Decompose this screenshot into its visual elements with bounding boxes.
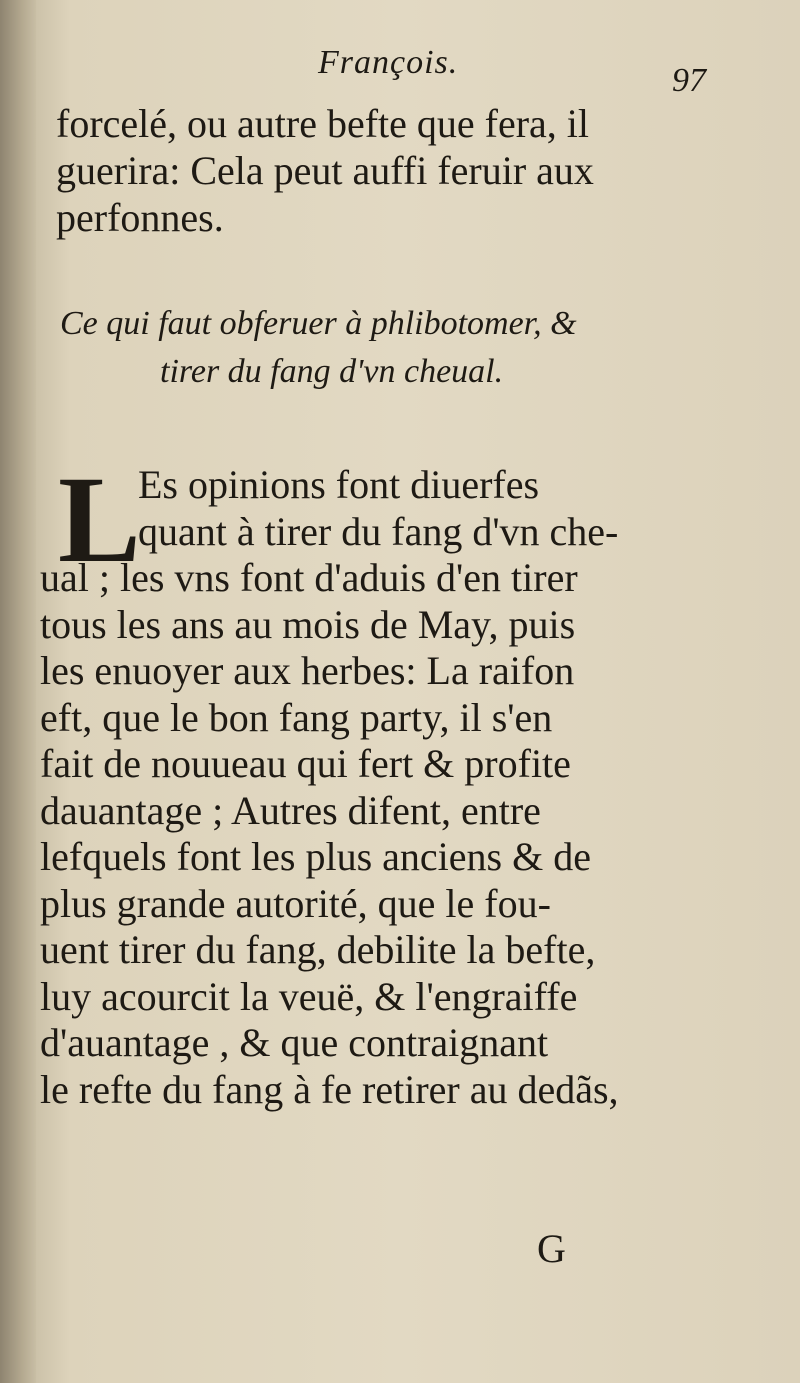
text-line: fait de nouueau qui fert & profite — [40, 741, 571, 786]
text-line: perfonnes. — [56, 195, 224, 240]
text-line: Es opinions font diuerfes — [138, 462, 540, 507]
text-line: plus grande autorité, que le fou- — [40, 880, 551, 926]
drop-cap: L — [58, 451, 141, 588]
page-number: 97 — [672, 62, 706, 99]
signature-mark: G — [537, 1226, 566, 1271]
running-head-title: François. — [318, 44, 459, 81]
text-line: lefquels font les plus anciens & de — [40, 834, 591, 879]
section-heading — [60, 300, 740, 396]
text-line: luy acourcit la veuë, & l'engraiffe — [40, 973, 578, 1019]
heading-line: Ce qui faut obferuer à phlibotomer, & — [60, 305, 577, 342]
text-line: forcelé, ou autre befte que fera, il — [56, 101, 590, 146]
text-line: eft, que le bon fang party, il s'en — [40, 694, 553, 740]
text-line: quant à tirer du fang d'vn che- — [138, 508, 619, 554]
text-line: guerira: Cela peut auffi feruir aux — [56, 148, 594, 193]
text-line: le refte du fang à fe retirer au dedãs, — [40, 1066, 619, 1112]
text-line: ual ; les vns font d'aduis d'en tirer — [40, 555, 578, 600]
running-head — [0, 38, 800, 99]
book-spine — [0, 0, 36, 1383]
text-line: uent tirer du fang, debilite la befte, — [40, 927, 596, 972]
text-line: d'auantage , & que contraignant — [40, 1020, 549, 1065]
heading-line: tirer du fang d'vn cheual. — [160, 353, 504, 390]
text-line: les enuoyer aux herbes: La raifon — [40, 648, 575, 693]
body-paragraph — [40, 451, 740, 1113]
text-line: tous les ans au mois de May, puis — [40, 601, 576, 647]
top-paragraph — [56, 100, 746, 241]
text-line: dauantage ; Autres difent, entre — [40, 787, 541, 833]
